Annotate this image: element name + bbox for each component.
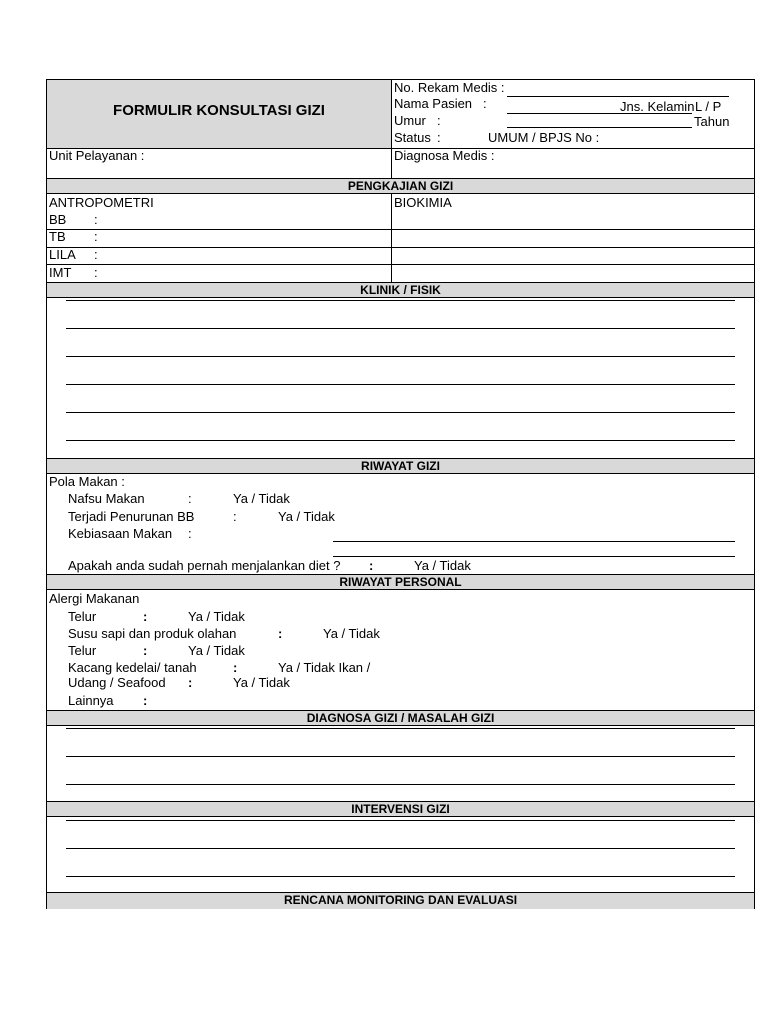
intervensi-write-line[interactable]: [66, 848, 735, 849]
lila-label: LILA: [49, 247, 76, 262]
intervensi-write-line[interactable]: [66, 820, 735, 821]
bb-colon: :: [94, 212, 98, 227]
nafsu-makan-colon: :: [188, 491, 192, 506]
telur-label: Telur: [68, 609, 97, 624]
diet-question-colon: :: [369, 558, 374, 573]
susu-options[interactable]: Ya / Tidak: [323, 626, 380, 641]
kebiasaan-makan-colon: :: [188, 526, 192, 541]
form-title: FORMULIR KONSULTASI GIZI: [113, 102, 325, 119]
umur-colon: :: [437, 113, 441, 128]
jns-kelamin-label: Jns. Kelamin: [620, 99, 695, 114]
kebiasaan-makan-label: Kebiasaan Makan: [68, 526, 173, 541]
klinik-write-line[interactable]: [66, 356, 735, 357]
susu-label: Susu sapi dan produk olahan: [68, 626, 237, 641]
klinik-write-line[interactable]: [66, 384, 735, 385]
lainnya-colon: :: [143, 693, 148, 708]
penurunan-bb-colon: :: [233, 509, 237, 524]
kebiasaan-makan-field[interactable]: [333, 556, 735, 557]
diagnosa-write-line[interactable]: [66, 784, 735, 785]
klinik-write-line[interactable]: [66, 412, 735, 413]
tb-colon: :: [94, 229, 98, 244]
section-riwayat-gizi: RIWAYAT GIZI: [47, 458, 754, 474]
umur-label: Umur: [394, 113, 426, 128]
telur-colon: :: [143, 609, 148, 624]
diagnosa-write-line[interactable]: [66, 756, 735, 757]
susu-colon: :: [278, 626, 283, 641]
telur-colon: :: [143, 643, 148, 658]
no-rekam-medis-label: No. Rekam Medis :: [394, 80, 505, 95]
antropometri-label: ANTROPOMETRI: [49, 195, 154, 210]
nama-pasien-label: Nama Pasien: [394, 96, 473, 111]
divider: [47, 229, 754, 230]
status-label: Status: [394, 130, 431, 145]
pola-makan-label: Pola Makan :: [49, 474, 125, 489]
lainnya-label: Lainnya: [68, 693, 114, 708]
section-intervensi-gizi: INTERVENSI GIZI: [47, 801, 754, 817]
udang-colon: :: [188, 675, 193, 690]
nama-pasien-colon: :: [483, 96, 487, 111]
diagnosa-write-line[interactable]: [66, 728, 735, 729]
status-colon: :: [437, 130, 441, 145]
divider: [47, 264, 754, 265]
tahun-label: Tahun: [694, 114, 730, 129]
consultation-form: [46, 79, 755, 909]
status-options[interactable]: UMUM / BPJS No :: [488, 130, 600, 145]
klinik-write-line[interactable]: [66, 328, 735, 329]
imt-colon: :: [94, 265, 98, 280]
tb-label: TB: [49, 229, 66, 244]
section-riwayat-personal: RIWAYAT PERSONAL: [47, 574, 754, 590]
imt-label: IMT: [49, 265, 72, 280]
kebiasaan-makan-field[interactable]: [333, 541, 735, 542]
kacang-options[interactable]: Ya / Tidak Ikan /: [278, 660, 371, 675]
umur-field[interactable]: [507, 127, 692, 128]
klinik-write-line[interactable]: [66, 440, 735, 441]
klinik-write-line[interactable]: [66, 300, 735, 301]
diet-options[interactable]: Ya / Tidak: [414, 558, 471, 573]
section-pengkajian-gizi: PENGKAJIAN GIZI: [47, 178, 754, 194]
penurunan-bb-options[interactable]: Ya / Tidak: [278, 509, 335, 524]
udang-label: Udang / Seafood: [68, 675, 166, 690]
pengkajian-divider: [391, 194, 392, 283]
jns-kelamin-options[interactable]: L / P: [695, 99, 722, 114]
biokimia-label: BIOKIMIA: [394, 195, 452, 210]
header-divider: [391, 80, 392, 178]
bb-label: BB: [49, 212, 67, 227]
telur-label: Telur: [68, 643, 97, 658]
nafsu-makan-options[interactable]: Ya / Tidak: [233, 491, 290, 506]
section-klinik-fisik: KLINIK / FISIK: [47, 282, 754, 298]
kacang-colon: :: [233, 660, 238, 675]
udang-options[interactable]: Ya / Tidak: [233, 675, 290, 690]
diet-question-label: Apakah anda sudah pernah menjalankan diet ?: [68, 558, 341, 573]
nafsu-makan-label: Nafsu Makan: [68, 491, 145, 506]
telur-options[interactable]: Ya / Tidak: [188, 609, 245, 624]
divider: [47, 247, 754, 248]
kacang-label: Kacang kedelai/ tanah: [68, 660, 197, 675]
telur-options[interactable]: Ya / Tidak: [188, 643, 245, 658]
penurunan-bb-label: Terjadi Penurunan BB: [68, 509, 195, 524]
alergi-makanan-label: Alergi Makanan: [49, 591, 140, 606]
intervensi-write-line[interactable]: [66, 876, 735, 877]
section-rencana-monitoring: RENCANA MONITORING DAN EVALUASI: [47, 892, 754, 909]
lila-colon: :: [94, 247, 98, 262]
unit-pelayanan-label: Unit Pelayanan :: [49, 148, 145, 163]
diagnosa-medis-label: Diagnosa Medis :: [394, 148, 495, 163]
section-diagnosa-gizi: DIAGNOSA GIZI / MASALAH GIZI: [47, 710, 754, 726]
no-rekam-medis-field[interactable]: [507, 96, 729, 97]
